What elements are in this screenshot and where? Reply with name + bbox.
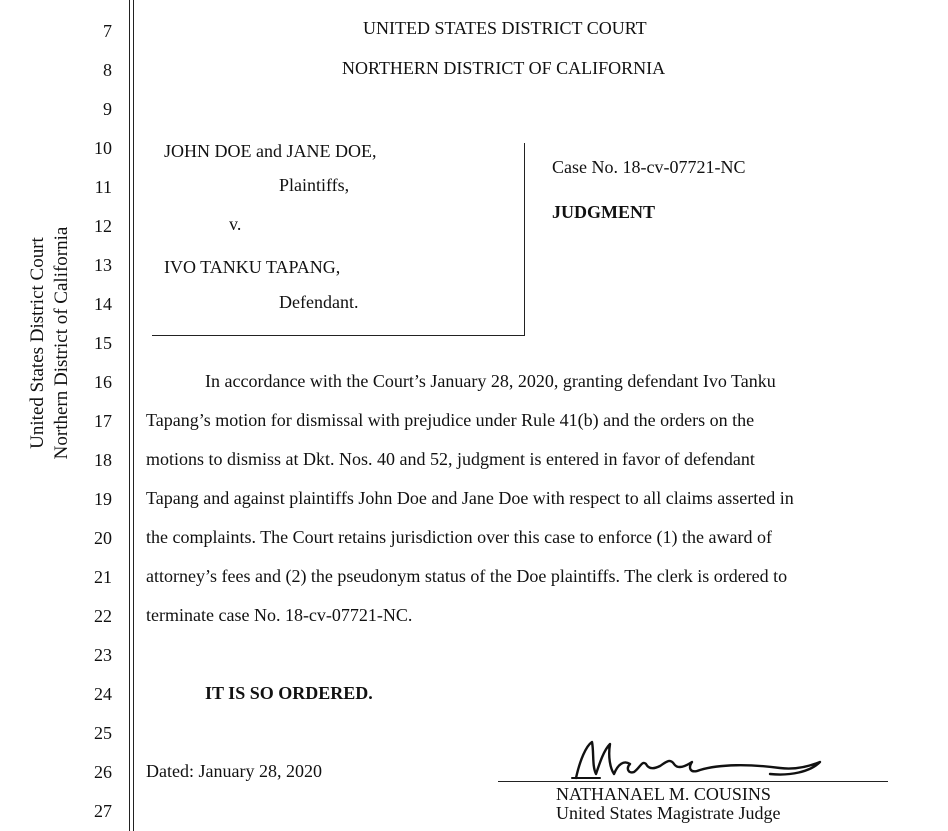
versus: v. (229, 214, 242, 234)
line-number: 20 (94, 528, 112, 548)
document-title: JUDGMENT (552, 202, 655, 222)
line-number: 22 (94, 606, 112, 626)
plaintiffs-names: JOHN DOE and JANE DOE, (164, 141, 377, 161)
body-line: Tapang’s motion for dismissal with prejudice under Rule 41(b) and the orders on the (146, 410, 755, 430)
body-line: terminate case No. 18-cv-07721-NC. (146, 605, 413, 625)
body-line: motions to dismiss at Dkt. Nos. 40 and 52, judgment is entered in favor of defendant (146, 449, 755, 469)
line-number: 13 (94, 255, 112, 275)
line-number: 17 (94, 411, 112, 431)
left-margin-rule-2 (133, 0, 134, 831)
dated-line: Dated: January 28, 2020 (146, 761, 322, 781)
side-caption (26, 208, 74, 478)
line-number: 23 (94, 645, 112, 665)
body-line: the complaints. The Court retains jurisdiction over this case to enforce (1) the award of (146, 527, 772, 547)
line-number: 16 (94, 372, 112, 392)
court-name: UNITED STATES DISTRICT COURT (363, 18, 647, 38)
line-number: 10 (94, 138, 112, 158)
line-number: 21 (94, 567, 112, 587)
line-number: 8 (103, 60, 112, 80)
district-name: NORTHERN DISTRICT OF CALIFORNIA (342, 58, 666, 78)
side-caption-line1: United States District Court (27, 237, 48, 449)
line-number: 9 (103, 99, 112, 119)
order-statement: IT IS SO ORDERED. (205, 683, 373, 703)
line-number: 7 (103, 21, 112, 41)
line-number: 18 (94, 450, 112, 470)
line-number: 26 (94, 762, 112, 782)
defendant-name: IVO TANKU TAPANG, (164, 257, 341, 277)
judge-title: United States Magistrate Judge (556, 803, 781, 823)
line-number: 25 (94, 723, 112, 743)
line-number: 11 (94, 177, 112, 197)
side-caption-line2: Northern District of California (51, 226, 72, 460)
line-number: 19 (94, 489, 112, 509)
body-line: attorney’s fees and (2) the pseudonym status of the Doe plaintiffs. The clerk is ordered to (146, 566, 788, 586)
line-number: 27 (94, 801, 112, 821)
case-number: Case No. 18-cv-07721-NC (552, 157, 746, 177)
caption-box-right-rule (524, 143, 525, 336)
signature-rule (498, 781, 888, 782)
body-line: In accordance with the Court’s January 28, 2020, granting defendant Ivo Tanku (205, 371, 776, 391)
line-number: 24 (94, 684, 112, 704)
line-number: 14 (94, 294, 112, 314)
judge-name: NATHANAEL M. COUSINS (556, 784, 771, 804)
body-line: Tapang and against plaintiffs John Doe and Jane Doe with respect to all claims asserted in (146, 488, 794, 508)
left-margin-rule-1 (129, 0, 130, 831)
plaintiffs-role: Plaintiffs, (279, 175, 350, 195)
line-number: 15 (94, 333, 112, 353)
defendant-role: Defendant. (279, 292, 359, 312)
caption-box-bottom-rule (152, 335, 525, 336)
line-number: 12 (94, 216, 112, 236)
handwritten-signature (570, 738, 850, 784)
